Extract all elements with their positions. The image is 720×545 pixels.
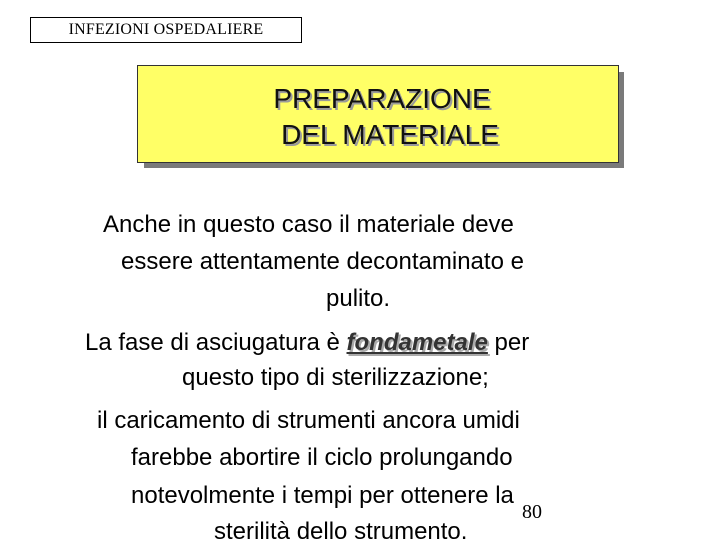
body-line-4-start: La fase di asciugatura è [85,329,347,356]
page-number: 80 [522,501,542,523]
body-line-2: essere attentamente decontaminato e [121,248,524,275]
title-line-1: PREPARAZIONE [273,83,491,114]
body-line-4 [85,331,529,355]
body-line-9: sterilità dello strumento. [214,518,468,545]
header-label: INFEZIONI OSPEDALIERE [30,17,302,43]
body-line-8: notevolmente i tempi per ottenere la [131,482,514,509]
title-box [137,65,619,163]
title-line-2: DEL MATERIALE [281,119,499,150]
body-line-4-end: per [487,329,530,356]
body-line-3: pulito. [326,285,391,312]
body-line-5: questo tipo di sterilizzazione; [182,364,489,391]
body-line-7: farebbe abortire il ciclo prolungando [131,444,513,471]
emphasized-word: fondametale [346,329,488,356]
body-line-1: Anche in questo caso il materiale deve [103,211,514,238]
body-line-6: il caricamento di strumenti ancora umidi [97,407,520,434]
